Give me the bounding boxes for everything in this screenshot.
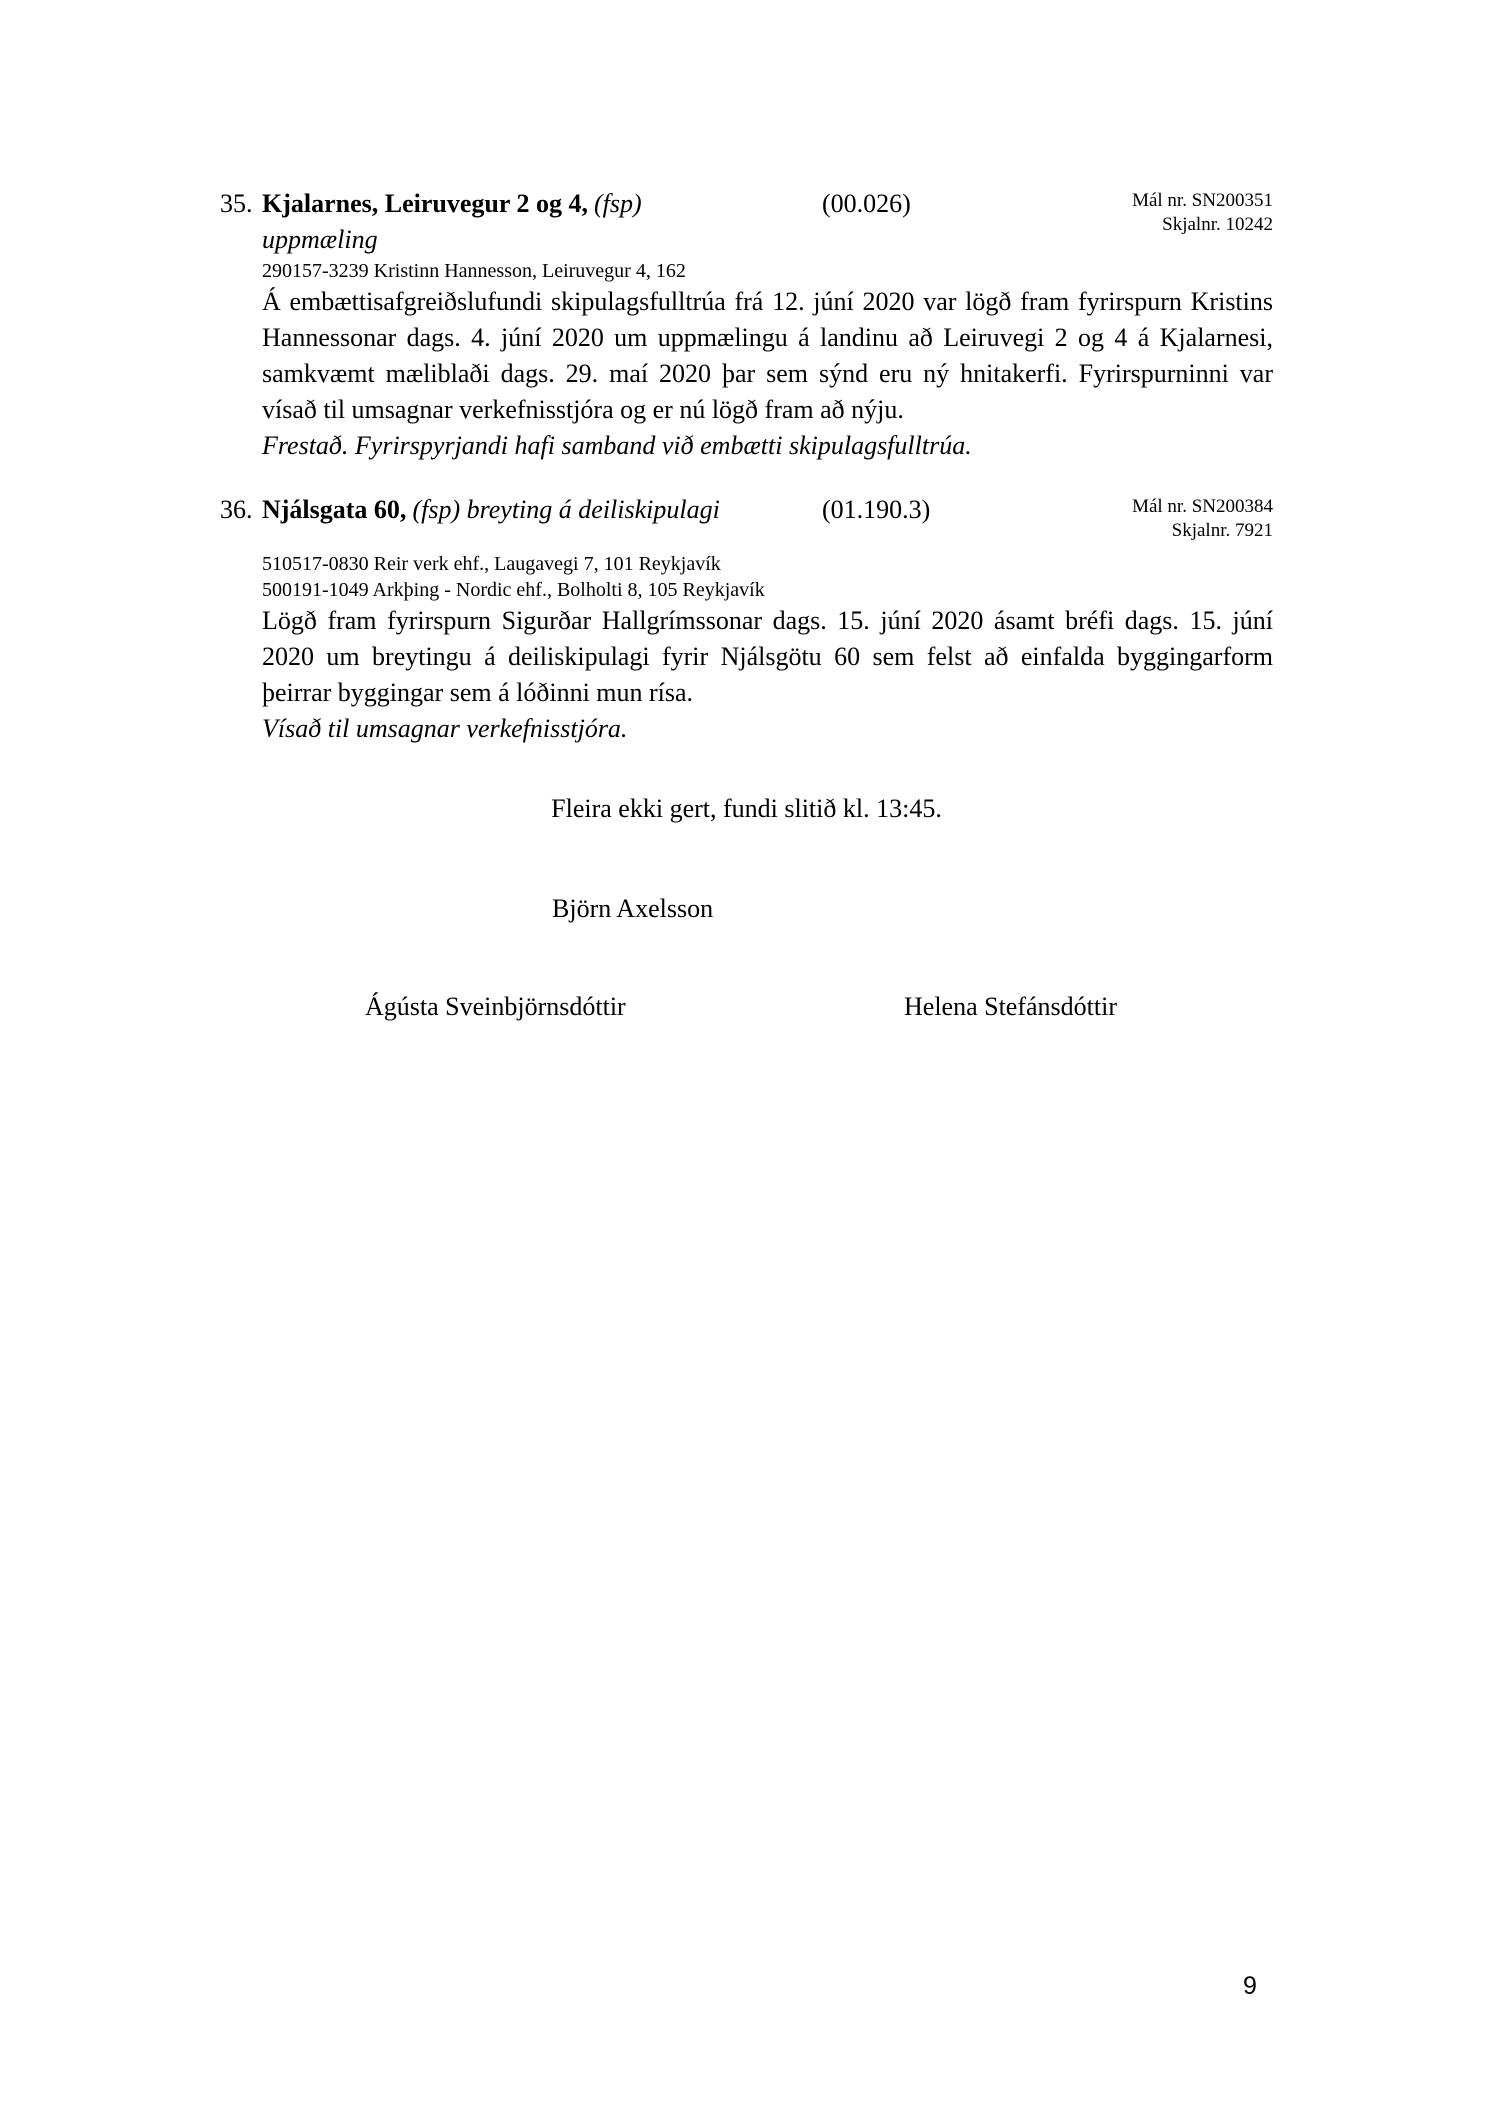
- case-number: Mál nr. SN200384: [1132, 496, 1273, 517]
- item-plan-code: (01.190.3): [822, 495, 931, 524]
- minutes-content: [220, 186, 1273, 1025]
- party-list: [262, 551, 1273, 603]
- item-header: [262, 492, 1273, 543]
- signature-row: [220, 989, 1273, 1025]
- document-number: Skjalnr. 7921: [1171, 520, 1273, 541]
- chair-signature-row: [220, 891, 1273, 927]
- party-line: 500191-1049 Arkþing - Nordic ehf., Bolholti 8, 105 Reykjavík: [262, 579, 765, 601]
- page-number: 9: [1243, 1972, 1257, 2000]
- item-body: [262, 492, 1273, 747]
- item-description: Lögð fram fyrirspurn Sigurðar Hallgrímssonar dags. 15. júní 2020 ásamt bréfi dags. 15. júní 2020 um breytingu á deiliskipulagi fyrir Njálsgötu 60 sem felst að einfalda byggingarform þeirrar byggingar sem á lóðinni mun rísa.: [262, 606, 1273, 707]
- item-resolution: Vísað til umsagnar verkefnisstjóra.: [262, 714, 628, 743]
- item-title: Kjalarnes, Leiruvegur 2 og 4,: [262, 189, 588, 218]
- item-number: 35.: [220, 189, 253, 218]
- document-number: Skjalnr. 10242: [1162, 214, 1273, 235]
- signature-right: Helena Stefánsdóttir: [904, 992, 1117, 1021]
- case-reference-block: [1132, 492, 1273, 543]
- chair-signature: Björn Axelsson: [552, 894, 714, 923]
- item-header: [262, 186, 1273, 258]
- party-line: 290157-3239 Kristinn Hannesson, Leiruvegur 4, 162: [262, 260, 686, 282]
- item-number: 36.: [220, 495, 253, 524]
- agenda-item-36: [220, 492, 1273, 747]
- item-body: [262, 186, 1273, 464]
- item-title-cell: [262, 186, 822, 258]
- case-reference-block: [1132, 186, 1273, 237]
- party-list: [262, 258, 1273, 284]
- party-line: 510517-0830 Reir verk ehf., Laugavegi 7, 101 Reykjavík: [262, 553, 721, 575]
- item-subtitle: uppmæling: [262, 225, 378, 254]
- adjournment-line: Fleira ekki gert, fundi slitið kl. 13:45.: [551, 794, 942, 823]
- item-resolution: Frestað. Fyrirspyrjandi hafi samband við embætti skipulagsfulltrúa.: [262, 431, 972, 460]
- item-title-suffix: (fsp) breyting á deiliskipulagi: [412, 495, 720, 524]
- item-title-cell: [262, 492, 822, 528]
- item-title: Njálsgata 60,: [262, 495, 407, 524]
- signature-left: Ágústa Sveinbjörnsdóttir: [365, 992, 626, 1021]
- item-plan-code: (00.026): [822, 189, 911, 218]
- item-description: Á embættisafgreiðslufundi skipulagsfulltrúa frá 12. júní 2020 var lögð fram fyrirspurn Kristins Hannessonar dags. 4. júní 2020 um uppmælingu á landinu að Leiruvegi 2 og 4 á Kjalarnesi, samkvæmt mæliblaði dags. 29. maí 2020 þar sem sýnd eru ný hnitakerfi. Fyrirspurninni var vísað til umsagnar verkefnisstjóra og er nú lögð fram að nýju.: [262, 287, 1273, 424]
- item-title-suffix: (fsp): [593, 189, 642, 218]
- case-number: Mál nr. SN200351: [1132, 190, 1273, 211]
- agenda-item-35: [220, 186, 1273, 464]
